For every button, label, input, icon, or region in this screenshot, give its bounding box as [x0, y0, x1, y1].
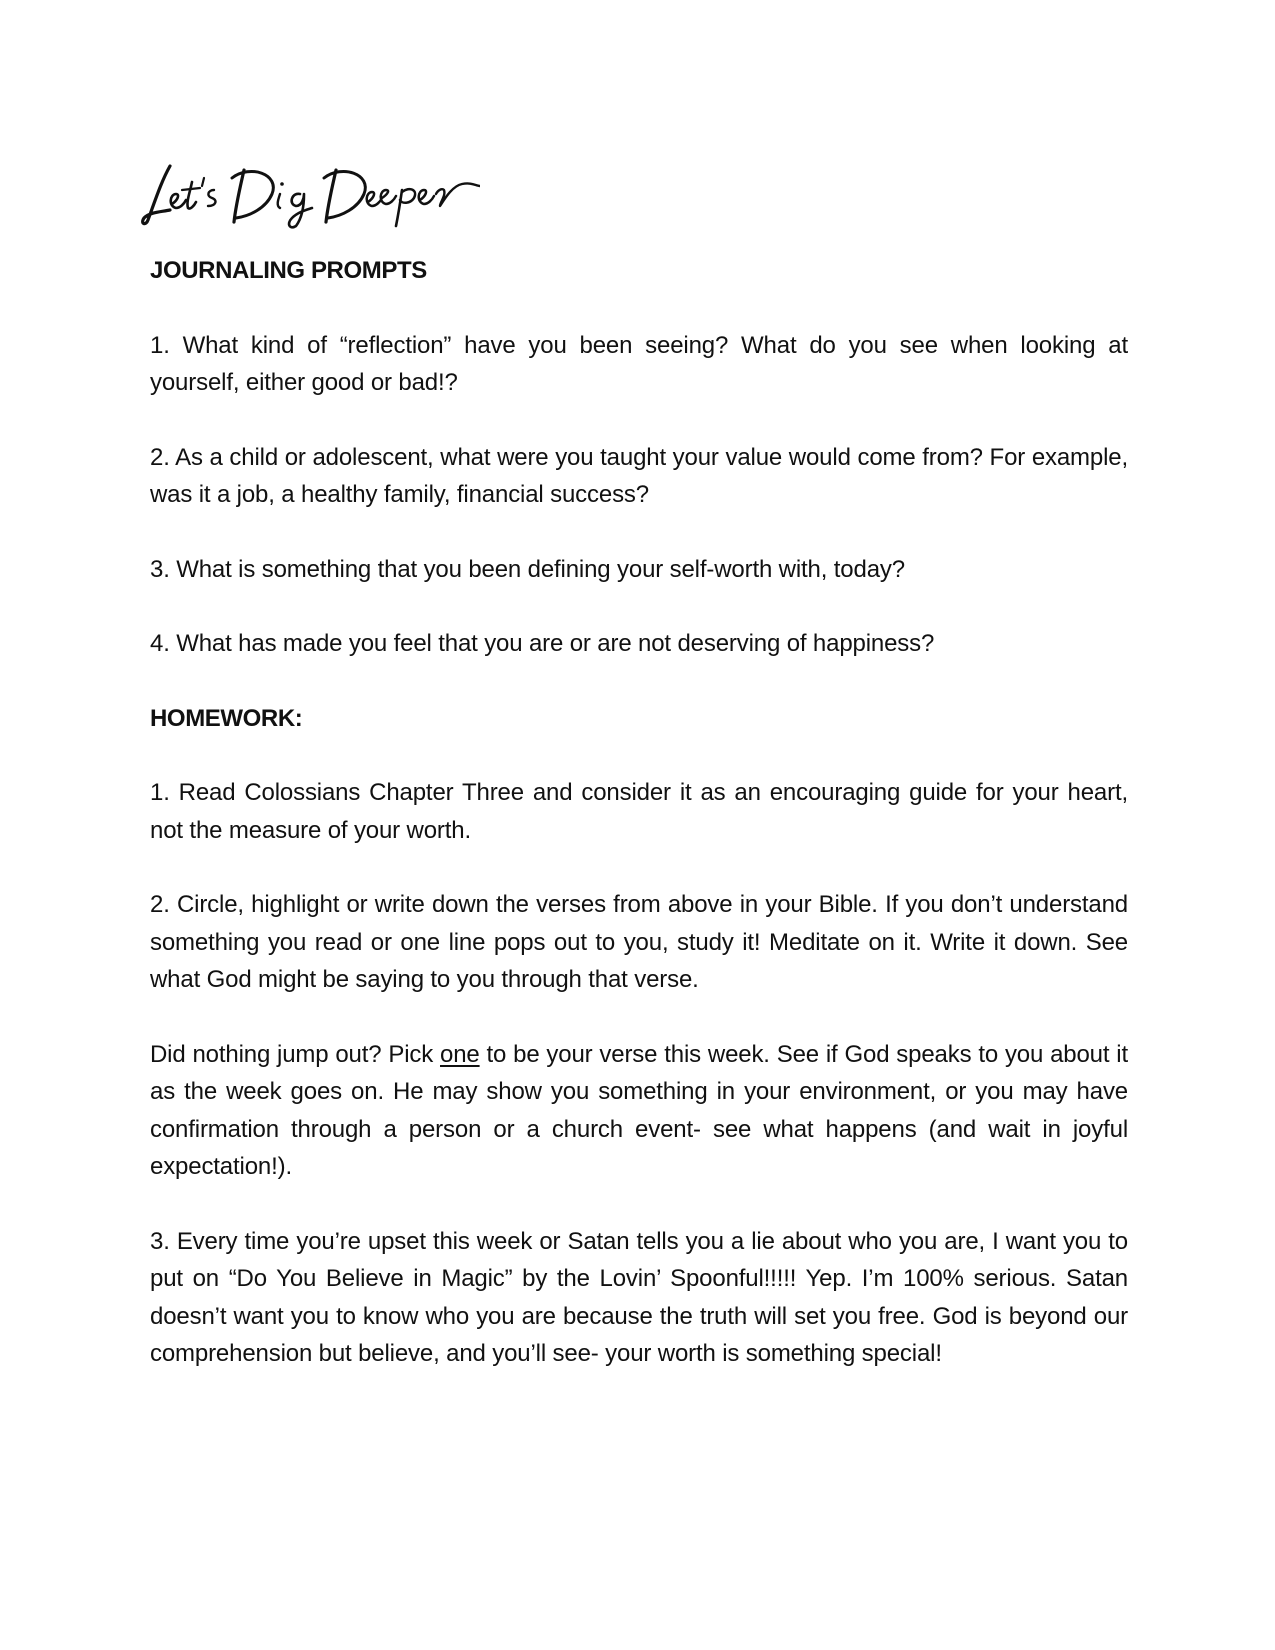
- journaling-prompt-1: 1. What kind of “reflection” have you been seeing? What do you see when looking at yourself, either good or bad!?: [150, 331, 1128, 396]
- pick-text-after: to be your verse this week. See if God speaks to you about it as the week goes on. He may show you something in your environment, or you may have confirmation through a person or a church event- see what happens (and wait in joyful expectation!).: [150, 1040, 1128, 1180]
- homework-item-3: 3. Every time you’re upset this week or Satan tells you a lie about who you are, I want you to put on “Do You Believe in Magic” by the Lovin’ Spoonful!!!!! Yep. I’m 100% serious. Satan doesn’t want you to know who you are because the truth will set you free. God is beyond our comprehension but believe, and you’ll see- your worth is something special!: [150, 1227, 1128, 1367]
- script-logo-graphic: [140, 160, 480, 230]
- journaling-prompt-3: 3. What is something that you been defining your self-worth with, today?: [150, 555, 905, 583]
- homework-item-2: 2. Circle, highlight or write down the verses from above in your Bible. If you don’t understand something you read or one line pops out to you, study it! Meditate on it. Write it down. See what God might be saying to you through that verse.: [150, 891, 1128, 993]
- document-body: [150, 252, 1128, 1373]
- homework-item-1: 1. Read Colossians Chapter Three and consider it as an encouraging guide for your heart, not the measure of your worth.: [150, 779, 1128, 844]
- pick-underlined-word: one: [440, 1040, 480, 1068]
- lets-dig-deeper-logo: [140, 160, 480, 230]
- journaling-prompt-2: 2. As a child or adolescent, what were you taught your value would come from? For example, was it a job, a healthy family, financial success?: [150, 443, 1128, 508]
- homework-pick-one-paragraph: [150, 1036, 1128, 1186]
- journaling-prompt-4: 4. What has made you feel that you are or are not deserving of happiness?: [150, 630, 935, 657]
- homework-heading: HOMEWORK:: [150, 704, 303, 732]
- pick-text-before: Did nothing jump out? Pick: [150, 1040, 441, 1068]
- journaling-prompts-heading: JOURNALING PROMPTS: [150, 257, 427, 284]
